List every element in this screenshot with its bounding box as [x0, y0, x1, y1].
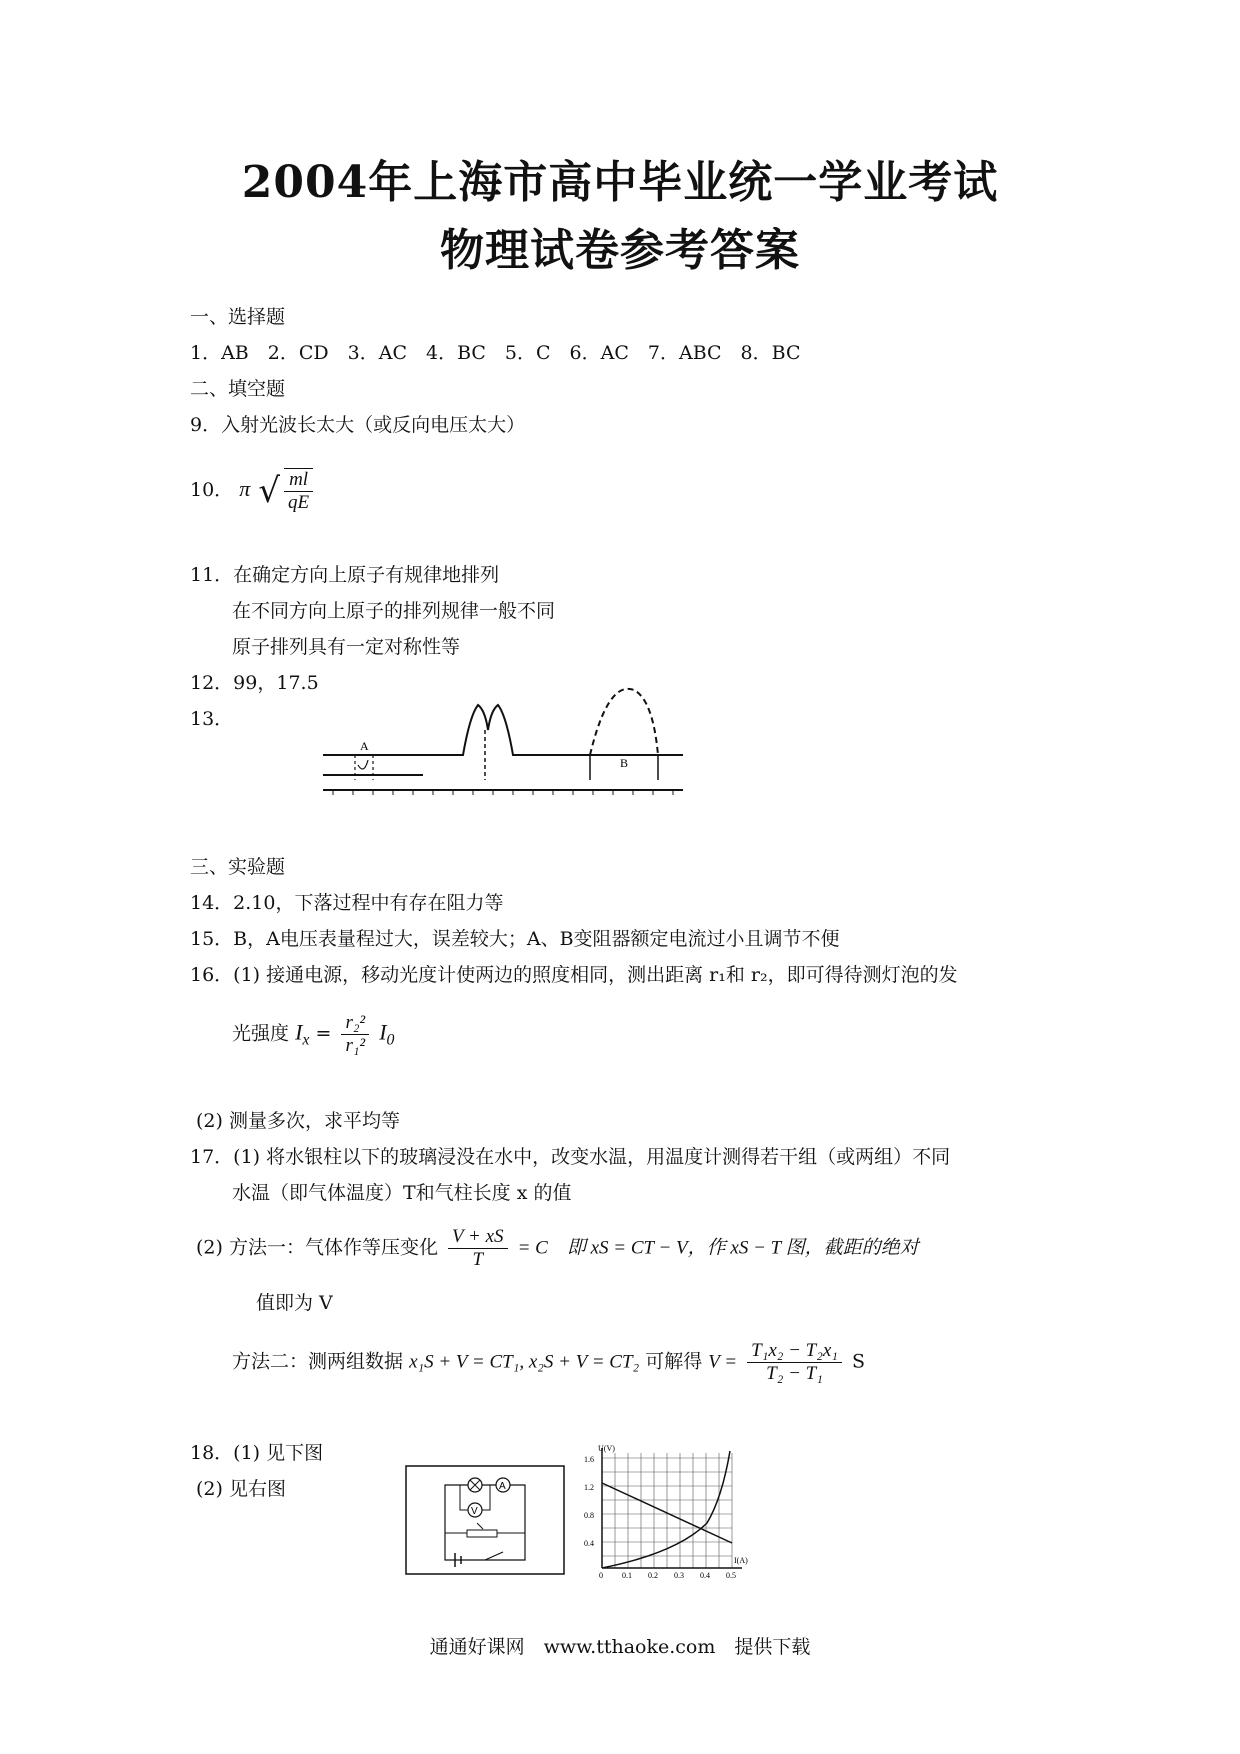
iu-graph [582, 1443, 757, 1583]
method-1-fraction [448, 1226, 508, 1271]
x-axis-label: I(A) [734, 1556, 748, 1565]
y-tick: 0.8 [584, 1511, 594, 1520]
method-1-prefix: (2) 方法一：气体作等压变化 [196, 1236, 438, 1259]
formula-prefix: 光强度 [232, 1022, 290, 1045]
section-experiment: 三、实验题 [190, 856, 286, 878]
method-2-mid: 可解得 [645, 1350, 703, 1373]
fraction-numerator: r₂² [341, 1012, 369, 1035]
formula-rhs-sub: 0 [386, 1031, 395, 1049]
x-tick: 0.1 [622, 1571, 632, 1580]
q13-wave-figure [318, 680, 688, 798]
fraction-numerator: T₁x₂ − T₂x₁ [747, 1340, 842, 1363]
formula-eq: = [315, 1022, 332, 1045]
fraction-denominator: T [472, 1249, 484, 1270]
y-tick: 0.4 [584, 1539, 594, 1548]
answer-17-2 [196, 1226, 919, 1271]
formula-rhs: I [379, 1019, 387, 1045]
fraction-denominator: T₂ − T₁ [766, 1363, 823, 1384]
method-2-equations: x₁S + V = CT₁, x₂S + V = CT₂ [409, 1351, 640, 1373]
footer: 通通好课网 www.tthaoke.com 提供下载 [429, 1636, 811, 1658]
answer-13-label: 13． [190, 708, 234, 730]
formula-lhs-sub: x [302, 1031, 310, 1049]
circuit-diagram [405, 1465, 565, 1575]
title-line-2: 物理试卷参考答案 [440, 225, 800, 276]
answers-1-8: 1．AB 2．CD 3．AC 4．BC 5．C 6．AC 7．ABC 8．BC [190, 342, 801, 364]
title-line-1: 2004年上海市高中毕业统一学业考试 [241, 157, 999, 208]
q13-label-a: A [360, 739, 369, 753]
pi-symbol: π [239, 476, 251, 501]
answer-9: 9．入射光波长太大（或反向电压太大） [190, 414, 526, 436]
answer-11-a: 11．在确定方向上原子有规律地排列 [190, 564, 500, 586]
answer-17-1a: 17．(1) 将水银柱以下的玻璃浸没在水中，改变水温，用温度计测得若干组（或两组）不同 [190, 1146, 951, 1168]
formula-lhs: I [295, 1019, 303, 1045]
fraction-numerator: ml [284, 469, 313, 492]
answer-14: 14．2.10，下落过程中有存在阻力等 [190, 892, 504, 914]
method-2-s: S [851, 1350, 865, 1373]
answer-16-1: 16．(1) 接通电源，移动光度计使两边的照度相同，测出距离 r₁和 r₂，即可得待测灯泡的发 [190, 964, 958, 986]
svg-text:A: A [499, 1481, 506, 1492]
fraction-numerator: V + xS [448, 1226, 508, 1249]
answer-15: 15．B，A电压表量程过大，误差较大；A、B变阻器额定电流过小且调节不便 [190, 928, 840, 950]
answer-11-b: 在不同方向上原子的排列规律一般不同 [232, 600, 556, 622]
method-2-v: V = [708, 1351, 738, 1373]
formula-fraction [341, 1012, 369, 1057]
answer-10 [190, 468, 317, 514]
fraction-denominator: r₁² [345, 1035, 366, 1056]
x-tick: 0.4 [700, 1571, 710, 1580]
method-1-equation: = C 即 xS = CT − V，作 xS − T 图，截距的绝对 [517, 1237, 919, 1259]
answer-17-1b: 水温（即气体温度）T和气柱长度 x 的值 [232, 1182, 572, 1204]
y-axis-label: U(V) [598, 1444, 615, 1453]
x-tick: 0.5 [726, 1571, 736, 1580]
sqrt-fraction [284, 468, 313, 514]
section-fill: 二、填空题 [190, 378, 286, 400]
x-tick: 0.2 [648, 1571, 658, 1580]
answer-16-formula [232, 1012, 394, 1057]
fraction-denominator: qE [288, 492, 310, 513]
x-tick: 0 [599, 1571, 603, 1580]
sqrt-symbol: √ [258, 471, 280, 511]
svg-text:V: V [471, 1506, 478, 1517]
method-2-prefix: 方法二：测两组数据 [232, 1350, 404, 1373]
y-tick: 1.6 [584, 1455, 594, 1464]
answer-17-2-cont: 值即为 V [256, 1292, 333, 1314]
answer-18-2: (2) 见右图 [196, 1478, 286, 1500]
answer-17-method-2 [232, 1340, 865, 1385]
answer-11-c: 原子排列具有一定对称性等 [232, 636, 461, 658]
q13-label-b: B [620, 756, 629, 770]
method-2-fraction [747, 1340, 842, 1385]
x-tick: 0.3 [674, 1571, 684, 1580]
y-tick: 1.2 [584, 1483, 594, 1492]
answer-16-2: (2) 测量多次，求平均等 [196, 1110, 400, 1132]
answer-18-1: 18．(1) 见下图 [190, 1442, 324, 1464]
section-choice: 一、选择题 [190, 306, 286, 328]
answer-12: 12．99，17.5 [190, 672, 319, 694]
answer-10-label: 10． [190, 479, 234, 501]
